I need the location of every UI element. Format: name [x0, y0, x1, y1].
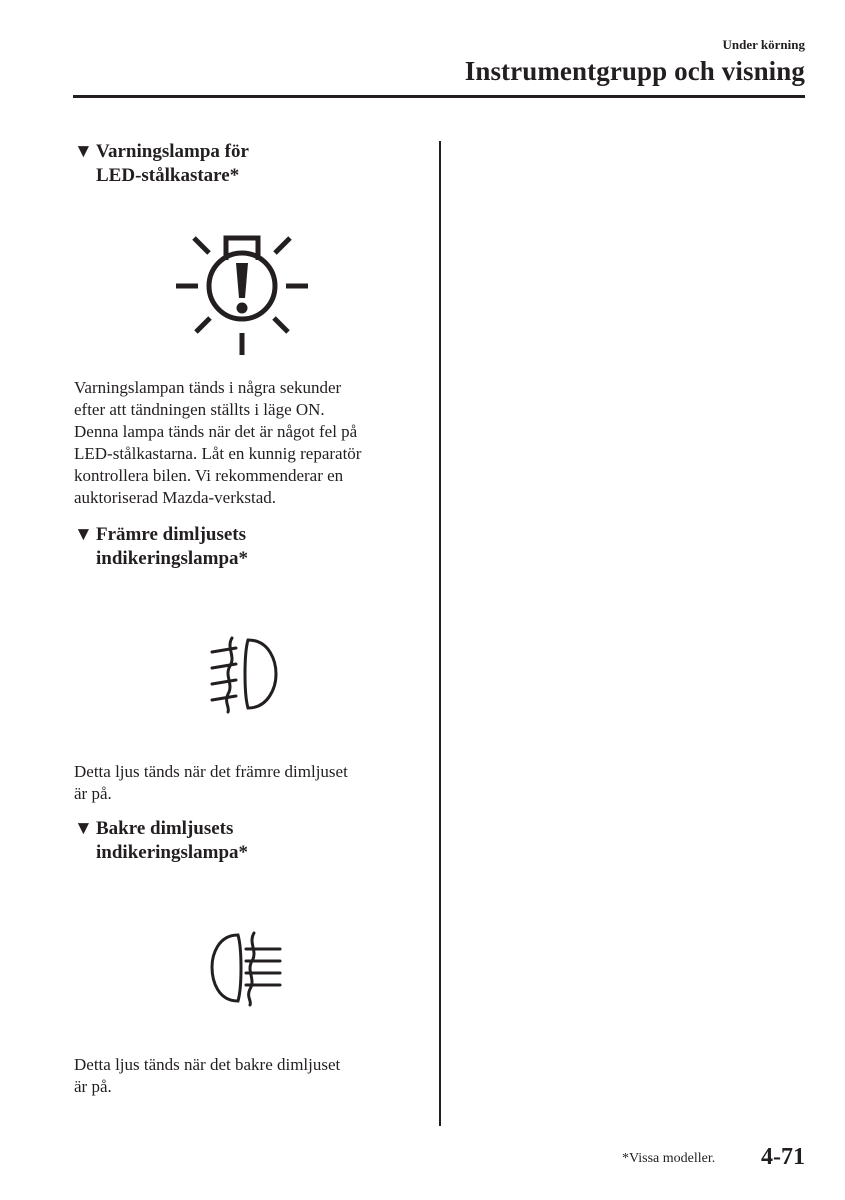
text-line: efter att tändningen ställts i läge ON. [74, 400, 325, 419]
front-fog-light-icon [206, 634, 282, 714]
text-line: är på. [74, 784, 112, 803]
header-rule [73, 95, 805, 98]
led-headlight-warning-icon [172, 228, 312, 358]
text-line: LED-stålkastarna. Låt en kunnig reparatör [74, 444, 362, 463]
paragraph-front-fog [74, 761, 424, 805]
triangle-marker: ▼ [74, 524, 93, 545]
text-line: Detta ljus tänds när det främre dimljuset [74, 762, 348, 781]
section-label: Under körning [722, 37, 805, 52]
footnote: *Vissa modeller. [622, 1151, 716, 1166]
section-heading-front-fog [74, 523, 248, 571]
rear-fog-light-icon [206, 929, 286, 1007]
text-line: är på. [74, 1077, 112, 1096]
text-line: kontrollera bilen. Vi rekommenderar en [74, 466, 344, 485]
heading-line2: indikeringslampa* [96, 842, 249, 863]
paragraph-led-warning [74, 377, 424, 509]
section-heading-led-warning [74, 140, 249, 188]
triangle-marker: ▼ [74, 818, 93, 839]
heading-line2: LED-stålkastare* [96, 165, 240, 186]
section-heading-rear-fog [74, 817, 248, 865]
text-line: Denna lampa tänds när det är något fel på [74, 422, 358, 441]
triangle-marker: ▼ [74, 141, 93, 162]
heading-line1: Varningslampa för [96, 141, 249, 162]
heading-line2: indikeringslampa* [96, 548, 249, 569]
heading-line1: Bakre dimljusets [96, 818, 234, 839]
heading-line1: Främre dimljusets [96, 524, 247, 545]
page-title: Instrumentgrupp och visning [464, 56, 805, 86]
column-divider [439, 141, 441, 1126]
page-number: 4-71 [761, 1144, 805, 1170]
paragraph-rear-fog [74, 1054, 424, 1098]
text-line: Varningslampan tänds i några sekunder [74, 378, 342, 397]
text-line: Detta ljus tänds när det bakre dimljuset [74, 1055, 341, 1074]
text-line: auktoriserad Mazda-verkstad. [74, 488, 277, 507]
